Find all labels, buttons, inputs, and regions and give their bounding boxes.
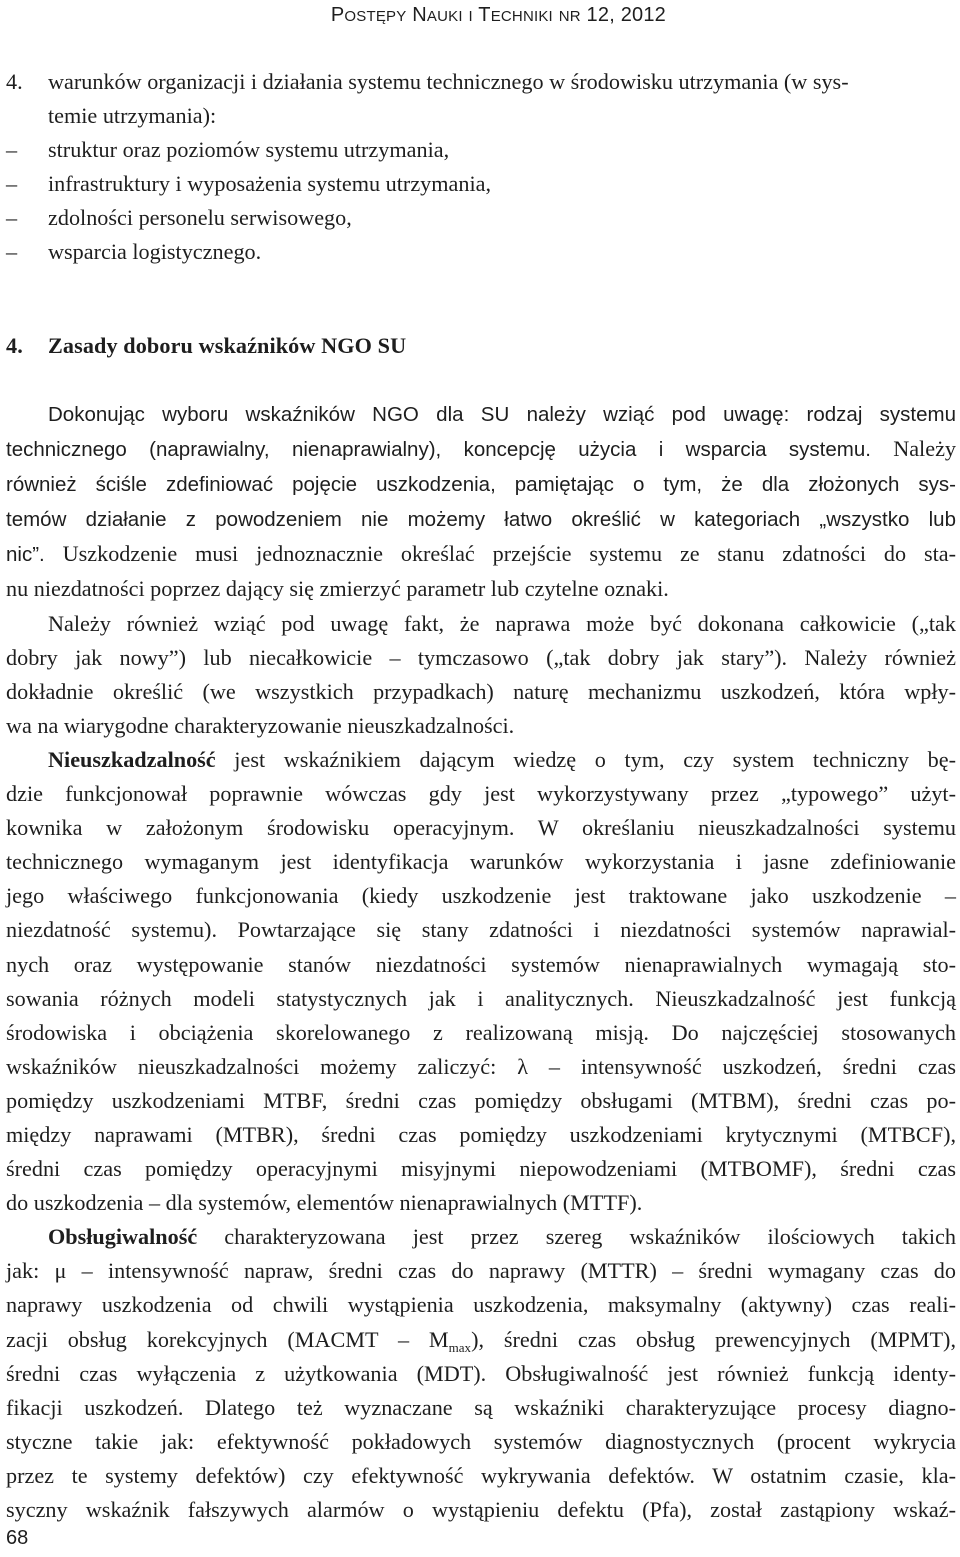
lambda-symbol: λ [517, 1053, 528, 1079]
paragraph-line: temów działanie z powodzeniem nie możemy łatwo określić w kategoriach „wszystko lub [6, 508, 956, 532]
paragraph-line: pomiędzy uszkodzeniami MTBF, średni czas pomiędzy obsługami (MTBM), średni czas po- [6, 1087, 956, 1113]
paragraph-line: między naprawami (MTBR), średni czas pomiędzy uszkodzeniami krytycznymi (MTBCF), [6, 1121, 956, 1147]
paragraph-line: styczne takie jak: efektywność pokładowych systemów diagnostycznych (procent wykrycia [6, 1428, 956, 1454]
dash-marker: – [6, 205, 18, 231]
term-bold: Obsługiwalność [48, 1224, 198, 1250]
paragraph-line: wskaźników nieuszkadzalności możemy zaliczyć: λ – intensywność uszkodzeń, średni czas [6, 1053, 956, 1079]
header-letter: P [330, 4, 345, 26]
list-item-text: temie utrzymania): [48, 103, 217, 129]
section-number: 4. [6, 333, 23, 358]
mu-symbol: μ [54, 1258, 67, 1284]
paragraph-line: Należy również wziąć pod uwagę fakt, że naprawa może być dokonana całkowicie („tak [48, 610, 956, 636]
header-word: OSTĘPY [344, 8, 407, 25]
paragraph-line: sowania różnych modeli statystycznych jak i analitycznych. Nieuszkadzalność jest funkcją [6, 985, 956, 1011]
paragraph-line: Obsługiwalność charakteryzowana jest przez szereg wskaźników ilościowych takich [48, 1224, 956, 1250]
paragraph-line: przez te systemy defektów) czy efektywność wykrywania defektów. W ostatnim czasie, kla- [6, 1462, 956, 1488]
header-word: ECHNIKI [490, 8, 553, 25]
header-letter: N [412, 4, 427, 26]
paragraph-line: Dokonując wyboru wskaźników NGO dla SU należy wziąć pod uwagę: rodzaj systemu [48, 403, 956, 426]
paragraph-line: średni czas pomiędzy operacyjnymi misyjnymi niepowodzeniami (MTBOMF), średni czas [6, 1156, 956, 1182]
header-word: I [468, 8, 473, 25]
paragraph-line: zacji obsług korekcyjnych (MACMT – $M_{max}$), średni czas obsług prewencyjnych (MPMT), [6, 1326, 956, 1355]
paragraph-line: syczny wskaźnik fałszywych alarmów o wystąpieniu defektu (Pfa), został zastąpiony wskaź- [6, 1497, 956, 1522]
sub-list-item [6, 133, 958, 167]
header-letter: T [478, 4, 491, 26]
page-number: 68 [6, 1527, 29, 1549]
header-word: AUKI [426, 8, 463, 25]
sub-list-item [6, 201, 958, 235]
paragraph-line: kownika w założonym środowisku operacyjnym. W określaniu nieuszkadzalności systemu [6, 815, 956, 841]
body-text [6, 397, 956, 1527]
paragraph-line: niezdatność systemu). Powtarzające się stany zdatności i niezdatności systemów naprawial- [6, 917, 956, 943]
paragraph-line: nu niezdatności poprzez dający się zmierzyć parametr lub czytelne oznaki. [6, 576, 669, 602]
paragraph-line: dobry jak nowy”) lub niecałkowicie – tymczasowo („tak dobry jak stary”). Należy również [6, 644, 956, 670]
sub-list-item-text: wsparcia logistycznego. [48, 239, 262, 265]
term-bold: Nieuszkadzalność [48, 746, 216, 772]
paragraph-line: również ściśle zdefiniować pojęcie uszkodzenia, pamiętając o tym, że dla złożonych sys- [6, 473, 956, 497]
header-word: NR [558, 8, 581, 25]
paragraph-line: wa na wiarygodne charakteryzowanie nieuszkadzalności. [6, 712, 515, 738]
paragraph-line: technicznego wymaganym jest identyfikacja warunków wykorzystania i jasne zdefiniowanie [6, 849, 956, 875]
paragraph-line: jego właściwego funkcjonowania (kiedy uszkodzenie jest traktowane jako uszkodzenie – [6, 883, 956, 909]
dash-marker: – [6, 137, 18, 163]
paragraph-line: nic”. Uszkodzenie musi jednoznacznie określać przejście systemu ze stanu zdatności do sta- [6, 541, 956, 567]
running-header [331, 4, 666, 27]
sub-list-item-text: infrastruktury i wyposażenia systemu utrzymania, [48, 171, 492, 197]
sub-list-item-text: struktur oraz poziomów systemu utrzymania, [48, 137, 450, 163]
header-issue: 12, 2012 [586, 4, 666, 26]
section-title: Zasady doboru wskaźników NGO SU [48, 333, 407, 358]
sub-list-item [6, 235, 958, 269]
dash-marker: – [6, 239, 18, 265]
paragraph-line: do uszkodzenia – dla systemów, elementów nienaprawialnych (MTTF). [6, 1190, 643, 1216]
paragraph-line: technicznego (naprawialny, nienaprawialny), koncepcję użycia i wsparcia systemu. Należy [6, 436, 957, 462]
paragraph-line: Nieuszkadzalność jest wskaźnikiem dającym wiedzę o tym, czy system techniczny bę- [48, 746, 956, 772]
paragraph-line: dzie funkcjonował poprawnie wówczas gdy jest wykorzystywany przez „typowego” użyt- [6, 781, 956, 807]
list-item-continuation [6, 99, 958, 133]
sub-list-item [6, 167, 958, 201]
section-heading [6, 329, 406, 363]
dash-marker: – [6, 171, 18, 197]
paragraph-line: fikacji uszkodzeń. Dlatego też wyznaczane są wskaźniki charakteryzujące procesy diagno- [6, 1394, 956, 1420]
paragraph-line: nych oraz występowanie stanów niezdatności systemów nienaprawialnych wymagają sto- [6, 951, 956, 977]
enumerated-list [6, 65, 958, 270]
subscript: max [448, 1339, 472, 1355]
list-item-text: warunków organizacji i działania systemu technicznego w środowisku utrzymania (w sys- [48, 69, 849, 94]
paragraph-line: środowiska i obciążenia skorelowanego z realizowaną misją. Do najczęściej stosowanych [6, 1019, 956, 1045]
sub-list-item-text: zdolności personelu serwisowego, [48, 205, 352, 231]
paragraph-line: naprawy uszkodzenia od chwili wystąpienia uszkodzenia, maksymalny (aktywny) czas reali- [6, 1292, 956, 1318]
paragraph-line: średni czas wyłączenia z użytkowania (MDT). Obsługiwalność jest również funkcją identy- [6, 1360, 956, 1386]
list-number: 4. [6, 69, 23, 94]
paragraph-line: dokładnie określić (we wszystkich przypadkach) naturę mechanizmu uszkodzeń, która wpły- [6, 678, 956, 704]
paragraph-line: jak: μ – intensywność napraw, średni czas do naprawy (MTTR) – średni wymagany czas do [6, 1258, 956, 1284]
list-item [6, 65, 958, 99]
